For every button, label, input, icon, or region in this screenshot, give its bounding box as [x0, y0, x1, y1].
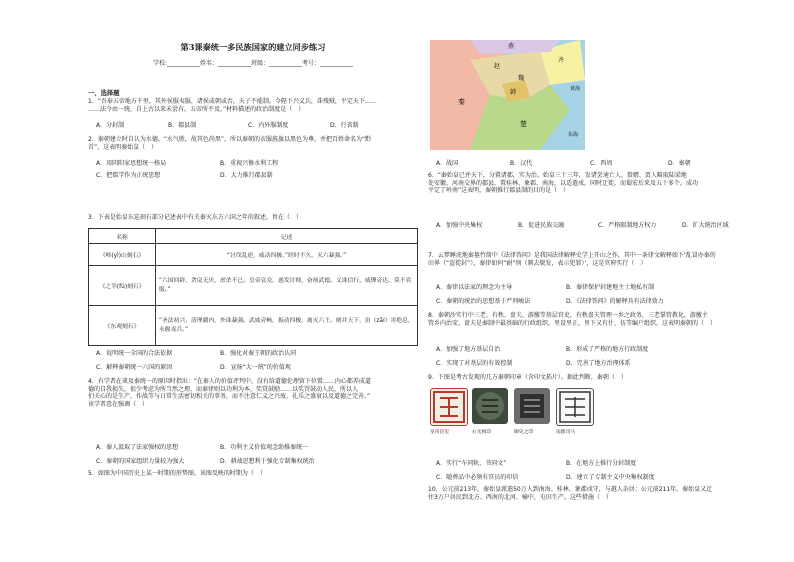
q6-option-c[interactable]: C．严格限制地方权力: [598, 222, 657, 229]
question-7: 7．云梦睡虎地秦墓竹简中《法律答问》是我国法律解释史学上开山之作，其中一条律文解释如下‘乱冒办秦的 田界（“盗徙封”），秦律如何“耐”刑（剃去鬓发，表示犯罪）’，这是官府实行（ ）: [428, 252, 716, 267]
question-2: 2．秦朝建立时自认为水德，“水气胜，故其色尚黑”，所以秦朝的衣服旌旗以黑色为尊，并把百姓命名为“黔 首”。这表明秦始皇（ ）: [88, 136, 372, 151]
q3-option-d[interactable]: D．宣扬“大一统”的价值观: [220, 364, 291, 371]
seal-caption: 南郡司马: [556, 430, 576, 435]
q3-option-c[interactable]: C．解释秦朝统一六国的原因: [96, 364, 173, 371]
student-info-line: 学校:___________姓名：___________班级：___________考号：___________: [152, 60, 354, 67]
q4-option-a[interactable]: A．秦人汲取了法家强权的思想: [96, 444, 179, 451]
table-cell: “六国回辟，贪戾无厌，虐杀不已。皇帝哀众，遂发讨师，奋扬武德。义诛信行，威燀旁达，莫不宾服。”: [156, 266, 418, 306]
map-label: 秦: [458, 98, 465, 106]
q8-option-c[interactable]: C．实现了对基层的有效控制: [436, 360, 513, 367]
map-label: 东海: [568, 132, 579, 138]
q8-option-b[interactable]: B．形成了严格的地方行政制度: [566, 346, 649, 353]
section-heading: 一、选择题: [88, 90, 120, 97]
map-label: 燕: [508, 43, 515, 50]
q1-option-d[interactable]: D．行省制: [330, 122, 359, 129]
q6-option-a[interactable]: A．加强中央集权: [436, 222, 483, 229]
q6-option-d[interactable]: D．扩大统治区域: [682, 222, 729, 229]
table-cell: “讨伐乱逆，威动四极，”经时不久，灭六暴强。”: [156, 244, 418, 266]
q5-option-c[interactable]: C．西周: [590, 160, 613, 167]
q3-option-a[interactable]: A．说明统一全国的合法依据: [96, 350, 173, 357]
q9-option-a[interactable]: A．实行“车同轨、书同文”: [436, 460, 507, 467]
map-label: 韩: [510, 89, 517, 96]
table-cell: 《东观刻石》: [89, 306, 156, 346]
question-10: 10．公元前213年，秦始皇派遣50万人到南海、桂林、象郡戍守，与越人杂居；公元前211年，秦始皇又迁 往3万户居民到北方、西南的北河、榆中，屯田生产。这些措施（ ）: [428, 486, 713, 501]
map-label: 黄海: [570, 86, 581, 92]
q2-option-a[interactable]: A．用阴阳家思想统一格局: [96, 160, 167, 167]
q9-option-b[interactable]: B．在地方上推行分封制度: [566, 460, 637, 467]
q2-option-c[interactable]: C．把儒学作为正统思想: [96, 172, 161, 179]
q4-option-b[interactable]: B．功利主义价值观念助推秦统一: [220, 444, 309, 451]
table-row: [89, 306, 418, 346]
question-3: 3．下表是始皇东巡刻石部分记述表中有关秦灭东方六国之年的叙述，旨在（ ）: [88, 214, 302, 221]
q3-option-b[interactable]: B．强化对秦王朝的政治认同: [220, 350, 297, 357]
seal-caption: 右丞相印: [472, 430, 492, 435]
seal-caption: 皇帝信玺: [430, 430, 450, 435]
map-label: 赵: [494, 63, 501, 70]
q9-option-c[interactable]: C．随葬品中必须有官员的印信: [436, 474, 519, 481]
q4-option-d[interactable]: D．耕战思想利于强化专制集权统治: [220, 458, 315, 465]
q6-option-b[interactable]: B．促进民族交融: [518, 222, 565, 229]
q7-option-d[interactable]: D．《法律答问》的解释具有法律效力: [566, 298, 664, 305]
q8-option-a[interactable]: A．加强了地方基层自治: [436, 346, 501, 353]
seal-rubbing-icon: [556, 388, 594, 426]
q5-option-a[interactable]: A．战国: [436, 160, 459, 167]
table-row: [89, 266, 418, 306]
table-cell: 《峄(yì)山刻石》: [89, 244, 156, 266]
warring-states-map: [430, 40, 585, 150]
q9-option-d[interactable]: D．建立了专制主义中央集权制度: [566, 474, 655, 481]
q7-option-c[interactable]: C．秦朝的统治的思想基于严刑峻法: [436, 298, 531, 305]
question-8: 8．秦朝沙实行中三老、有秩、啬夫、游徼等基层官吏，有秩啬夫管理一乡之政务，三老掌管教化，游徼主 管乡内治安，啬夫是秦制中最基础的行政组织。里设里正，里下又有什、伍等编户组织，这表明秦朝的（ ）: [428, 312, 717, 327]
question-5: 5．如图为中国历史上某一时期的形势图。该图反映的时期为（ ）: [88, 470, 266, 477]
map-svg: [430, 40, 585, 150]
q7-option-b[interactable]: B．秦律保护封建地主土地私有制: [566, 284, 655, 291]
map-label: 魏: [518, 75, 525, 82]
question-9: 9．下图是考古发现的几方秦朝印章（含印文拓片）。据此判断，秦朝（ ）: [428, 374, 627, 381]
table-cell: 《之罘(fú)刻石》: [89, 266, 156, 306]
q2-option-b[interactable]: B．重视兴修水利工程: [220, 160, 279, 167]
page-title: 第3课秦统一多民族国家的建立同步练习: [180, 42, 326, 52]
question-6: 6．“秦始皇已并天下，分置诸郡，实为治。始皇三十三年，发诸尝逋亡人、赘婿、贾人略取陆梁地 处安徽、河南交界的郡县，置桂林、象郡、南海，以适遣戍，同时迁徙，而蜀宏后来及五十多个，成功 平定了岭南”这表明，秦朝推行郡县制的目的是（ ）: [428, 172, 699, 195]
map-label: 楚: [520, 120, 527, 128]
seal-red-stamp-icon: [430, 388, 468, 426]
table-cell: “圣法初兴，清理疆内，外诛暴强。武威旁畅，振动四极，禽灭六王。阐并天下，甾（zāi）害绝息，永偃戎兵。”: [156, 306, 418, 346]
q1-option-c[interactable]: C．内外服制度: [248, 122, 289, 129]
table-header-row: [89, 229, 418, 244]
seal-images: [428, 386, 598, 444]
seal-stone-icon: [514, 388, 550, 424]
map-region-yan: [470, 40, 560, 54]
table-header-name: 名称: [89, 229, 156, 244]
table-row: [89, 244, 418, 266]
q7-option-a[interactable]: A．秦律以法家的理念为主导: [436, 284, 513, 291]
q1-option-b[interactable]: B．郡县制: [168, 122, 197, 129]
inscription-table: [88, 228, 418, 346]
seal-bronze-icon: [472, 388, 508, 424]
q5-option-b[interactable]: B．汉代: [510, 160, 533, 167]
q4-option-c[interactable]: C．秦朝的国家组织力量较为强大: [96, 458, 185, 465]
seal-caption: 御史之印: [514, 430, 534, 435]
q2-option-d[interactable]: D．大力推行郡县制: [220, 172, 273, 179]
q1-option-a[interactable]: A．分封制: [96, 122, 125, 129]
map-label: 齐: [558, 57, 565, 64]
question-4: 4．有学者在谈及秦统一的原因时指出：“在秦人的价值评判中，没有给道德伦理留下位置……内心都养成道 德的自我损失，很少考虑为所当然之理，而秦律则以功利为本，奖赏鼓励……以奖罚鼓动人民，所以人 们关心的是生产，作战等与日常生活密切相关的事务，而不注意仁义之兴废，礼乐之盛衰以及道德之完善。” 该学者意在强调（ ）: [88, 378, 371, 408]
q5-option-d[interactable]: D．秦朝: [668, 160, 691, 167]
question-1: 1．“吾奉五帝地方千里，其外侯服夷服，诸侯或朝或否，天子不能制。今陛下兴义兵，诛残贼，平定天下…… ……法令由一统，自上古以来未尝有，五帝所不及。”材料描述的政治制度是（ ）: [88, 98, 377, 113]
table-header-record: 记述: [156, 229, 418, 244]
q8-option-d[interactable]: D．完善了地方治理体系: [566, 360, 631, 367]
